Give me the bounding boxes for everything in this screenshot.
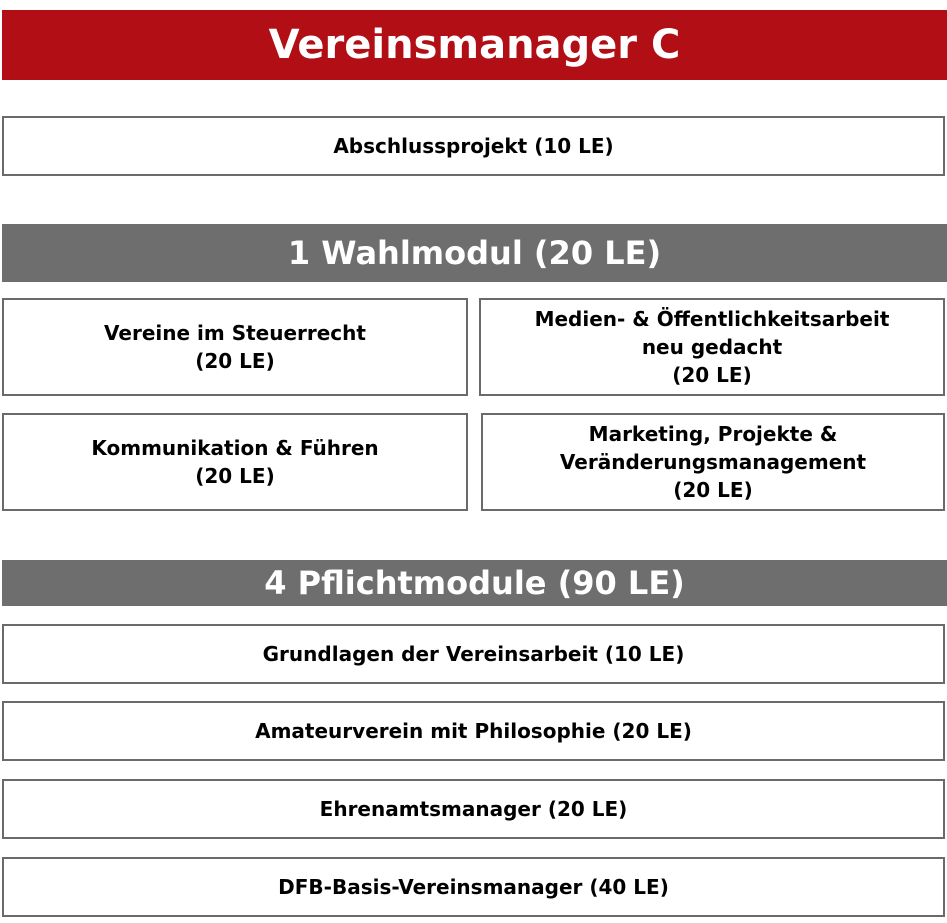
- elective-module-box: [479, 298, 945, 396]
- module-line: Veränderungsmanagement: [559, 450, 867, 474]
- mandatory-header: [2, 560, 947, 606]
- title-banner: [2, 10, 947, 80]
- elective-module-box: [2, 413, 468, 511]
- mandatory-module-box: [2, 779, 945, 839]
- module-label: Amateurverein mit Philosophie (20 LE): [255, 719, 692, 743]
- module-line: Vereine im Steuerrecht: [104, 321, 366, 345]
- mandatory-module-box: [2, 857, 945, 917]
- project-label: Abschlussprojekt (10 LE): [333, 134, 614, 158]
- elective-header: [2, 224, 947, 282]
- module-line: Medien- & Öffentlichkeitsarbeit: [534, 307, 890, 331]
- mandatory-header-label: 4 Pflichtmodule (90 LE): [264, 564, 685, 602]
- module-label: DFB-Basis-Vereinsmanager (40 LE): [278, 875, 669, 899]
- module-label: Ehrenamtsmanager (20 LE): [319, 797, 628, 821]
- module-line: (20 LE): [672, 363, 752, 387]
- mandatory-module-box: [2, 701, 945, 761]
- module-line: neu gedacht: [641, 335, 783, 359]
- module-label: Grundlagen der Vereinsarbeit (10 LE): [262, 642, 685, 666]
- project-box: [2, 116, 945, 176]
- module-line: (20 LE): [195, 464, 275, 488]
- elective-header-label: 1 Wahlmodul (20 LE): [287, 234, 662, 272]
- module-line: Marketing, Projekte &: [588, 422, 838, 446]
- module-line: Kommunikation & Führen: [91, 436, 379, 460]
- module-line: (20 LE): [673, 478, 753, 502]
- elective-module-box: [481, 413, 945, 511]
- module-line: (20 LE): [195, 349, 275, 373]
- mandatory-module-box: [2, 624, 945, 684]
- elective-module-box: [2, 298, 468, 396]
- page-title: Vereinsmanager C: [268, 22, 681, 68]
